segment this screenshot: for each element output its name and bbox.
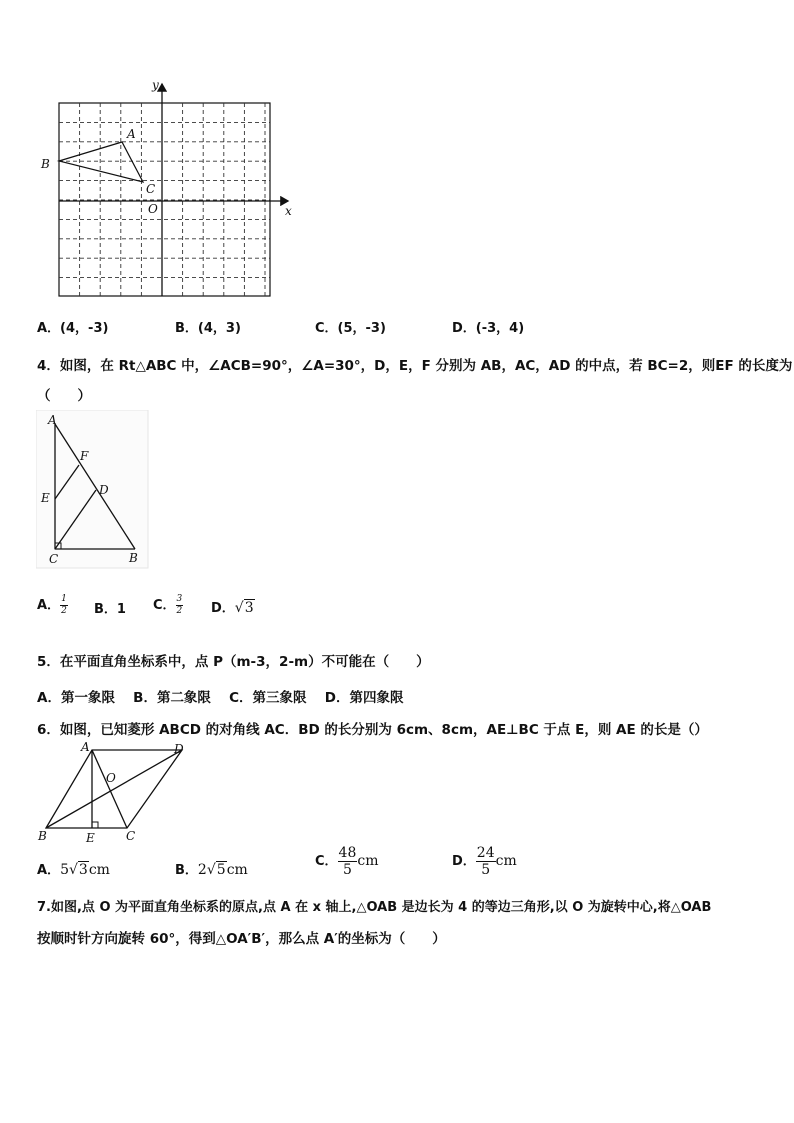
- q6-option-d: D． $\frac{24}{5}$ cm: [452, 845, 517, 878]
- q7-stem-line2: 按顺时针方向旋转 60°，得到△OA′B′，那么点 A′的坐标为（ ）: [37, 931, 446, 947]
- q6-option-a: A．5√3cm: [37, 862, 110, 878]
- y-axis-label: y: [152, 78, 159, 92]
- q4-option-a: A． $\frac{1}{2}$: [37, 594, 67, 616]
- q6-label-a: A: [81, 740, 90, 754]
- q3-option-d: D．(-3，4): [452, 321, 525, 336]
- q4-label-e: E: [41, 491, 50, 505]
- q3-option-c: C．(5，-3): [315, 321, 386, 336]
- q7-stem-line1: 7.如图,点 O 为平面直角坐标系的原点,点 A 在 x 轴上,△OAB 是边长为 4 的等边三角形,以 O 为旋转中心,将△OAB: [37, 900, 712, 915]
- x-axis-label: x: [285, 204, 292, 218]
- point-c-label: C: [146, 182, 156, 196]
- q6-label-e: E: [86, 831, 95, 845]
- q6-label-o: O: [106, 771, 116, 785]
- q6-stem: 6．如图，已知菱形 ABCD 的对角线 AC．BD 的长分别为 6cm、8cm，AE⊥BC 于点 E，则 AE 的长是（）: [37, 722, 708, 738]
- q6-label-b: B: [38, 829, 47, 843]
- q4-label-a: A: [48, 413, 57, 427]
- grid-frame: [59, 103, 270, 296]
- origin-label: O: [148, 202, 158, 216]
- q6-label-d: D: [174, 742, 184, 756]
- q6-option-c: C． $\frac{48}{5}$ cm: [315, 845, 379, 878]
- q3-option-b: B．(4，3): [175, 321, 241, 336]
- q3-grid-figure: [30, 72, 300, 302]
- triangle-abc: [59, 142, 143, 182]
- q3-option-a: A．(4，-3): [37, 321, 109, 336]
- q5-stem: 5．在平面直角坐标系中，点 P（m-3，2-m）不可能在（ ）: [37, 654, 430, 670]
- q6-option-b: B．2√5cm: [175, 862, 248, 878]
- q4-option-b: B．1: [94, 602, 126, 617]
- point-a-label: A: [127, 127, 136, 141]
- q4-label-c: C: [49, 552, 59, 566]
- q4-option-c: C． $\frac{3}{2}$: [153, 594, 183, 616]
- q4-label-f: F: [80, 449, 89, 463]
- q5-options: A．第一象限 B．第二象限 C．第三象限 D．第四象限: [37, 690, 404, 706]
- q4-stem-line1: 4．如图，在 Rt△ABC 中，∠ACB=90°，∠A=30°，D，E，F 分别为 AB，AC，AD 的中点，若 BC=2，则EF 的长度为: [37, 358, 793, 374]
- q4-triangle-figure: [36, 410, 151, 570]
- q6-label-c: C: [126, 829, 136, 843]
- q4-label-b: B: [129, 551, 138, 565]
- q4-stem-line2: （ ）: [37, 388, 91, 404]
- point-b-label: B: [41, 157, 50, 171]
- q6-rhombus-figure: [34, 738, 194, 848]
- q4-label-d: D: [99, 483, 109, 497]
- q4-option-d: D．√3: [211, 600, 254, 616]
